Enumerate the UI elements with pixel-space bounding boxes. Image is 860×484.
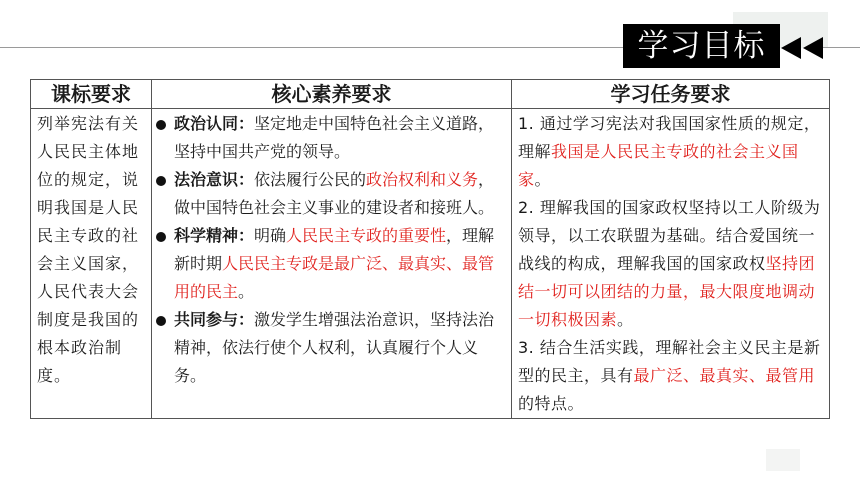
body-text: ，做中国特色社会主义事业的建设者和接班人。 [174, 170, 495, 217]
body-text: 的特点。 [518, 394, 585, 413]
bullet-icon [156, 232, 166, 242]
highlight-text: 坚持团结一切可以团结的力量，最大限度地调动一切积极因素 [518, 254, 816, 329]
body-text: 。 [238, 282, 255, 301]
core-literacy-cell [152, 109, 512, 419]
bullet-icon [156, 120, 166, 130]
body-text: 激发学生增强法治意识，坚持法治精神，依法行使个人权利，认真履行个人义务。 [174, 310, 495, 385]
header-core-literacy: 核心素养要求 [152, 80, 512, 109]
table-row [31, 109, 830, 419]
top-divider-line [0, 47, 628, 48]
table-header-row [31, 80, 830, 109]
objectives-table [30, 79, 830, 419]
highlight-text: 人民民主专政的重要性 [286, 226, 447, 245]
task-item [518, 334, 823, 418]
bullet-icon [156, 176, 166, 186]
curriculum-cell: 列举宪法有关人民民主体地位的规定，说明我国是人民民主专政的社会主义国家，人民代表大会制度是我国的根本政治制度。 [31, 109, 152, 419]
literacy-label: 科学精神： [174, 226, 255, 245]
literacy-label: 政治认同： [174, 114, 255, 133]
literacy-item [156, 222, 505, 306]
literacy-item [156, 166, 505, 222]
body-text: 。 [534, 170, 552, 189]
task-item [518, 194, 823, 334]
body-text: 1. 通过学习宪法对我国国家性质的规定，理解 [518, 114, 821, 161]
body-text: 依法履行公民的 [254, 170, 367, 189]
double-arrow-left-icon [781, 35, 827, 61]
body-text: ，理解新时期 [174, 226, 495, 273]
task-item [518, 110, 823, 194]
bullet-icon [156, 316, 166, 326]
corner-decoration [766, 449, 800, 471]
body-text: 坚定地走中国特色社会主义道路，坚持中国共产党的领导。 [174, 114, 495, 161]
body-text: 明确 [254, 226, 287, 245]
page-title: 学习目标 [623, 24, 780, 68]
highlight-text: 最广泛、最真实、最管用 [633, 366, 816, 385]
literacy-label: 共同参与： [174, 310, 255, 329]
highlight-text: 人民民主专政是最广泛、最真实、最管用的民主 [174, 254, 495, 301]
header-curriculum: 课标要求 [31, 80, 152, 109]
body-text: 2. 理解我国的国家政权坚持以工人阶级为领导，以工农联盟为基础。结合爱国统一战线的构成，理解我国的国家政权 [518, 198, 821, 273]
body-text: 。 [617, 310, 634, 329]
body-text: 3. 结合生活实践，理解社会主义民主是新型的民主，具有 [518, 338, 821, 385]
learning-tasks-cell [512, 109, 830, 419]
highlight-text: 我国是人民民主专政的社会主义国家 [518, 142, 799, 189]
literacy-label: 法治意识： [174, 170, 255, 189]
literacy-item [156, 110, 505, 166]
highlight-text: 政治权利和义务 [366, 170, 479, 189]
header-learning-tasks: 学习任务要求 [512, 80, 830, 109]
literacy-item [156, 306, 505, 390]
